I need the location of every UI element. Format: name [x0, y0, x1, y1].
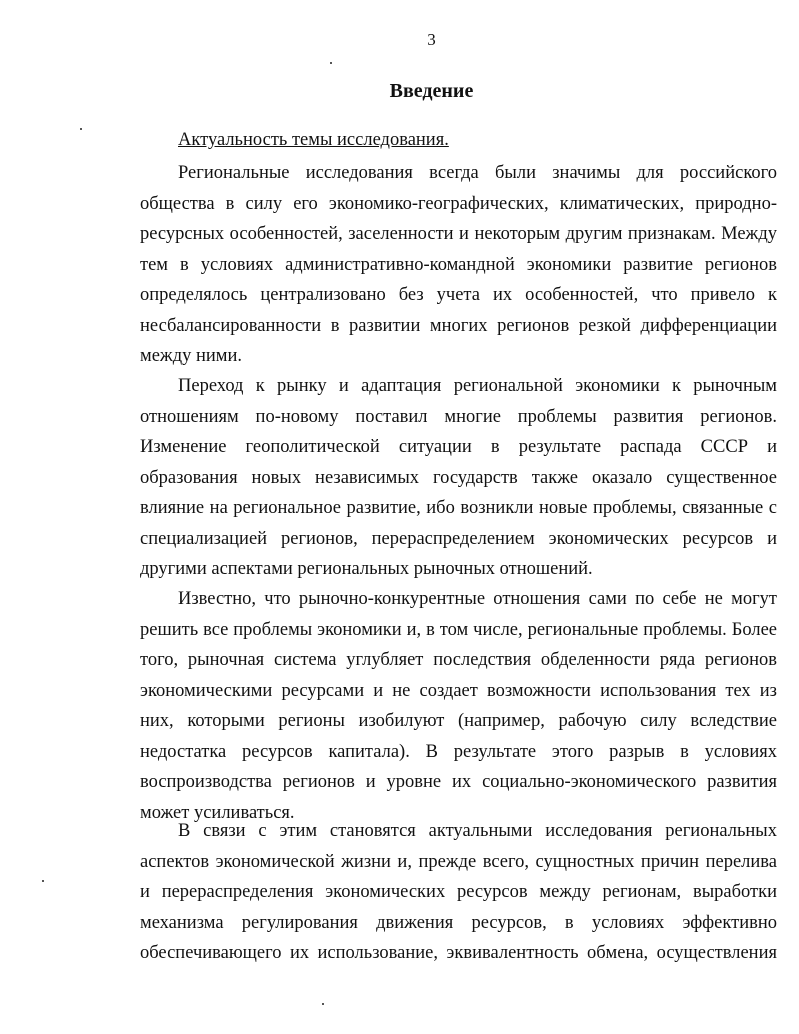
text-line: экономическими ресурсами и не создает возможности использования тех из [140, 680, 777, 701]
paragraph [140, 584, 777, 828]
text-line: решить все проблемы экономики и, в том числе, региональные проблемы. Более [140, 619, 777, 640]
text-line: общества в силу его экономико-географических, климатических, природно- [140, 193, 777, 214]
text-line: и перераспределения экономических ресурсов между регионам, выработки [140, 882, 777, 902]
scan-speck [42, 880, 44, 882]
page-title: Введение [389, 80, 474, 102]
text-line: недостатка ресурсов капитала). В результате этого разрыв в условиях [140, 741, 777, 762]
text-line: несбалансированности в развитии многих регионов резкой дифференциации [140, 315, 777, 336]
page-number: 3 [427, 30, 436, 49]
text-line: тем в условиях административно-командной экономики развитие регионов [140, 254, 777, 275]
scan-speck [330, 62, 332, 64]
scan-speck [80, 128, 82, 130]
paragraph [140, 158, 777, 372]
text-line: Известно, что рыночно-конкурентные отношения сами по себе не могут [178, 589, 777, 609]
text-line: влияние на региональное развитие, ибо возникли новые проблемы, связанные с [140, 498, 777, 518]
section-heading: Актуальность темы исследования. [178, 130, 449, 150]
text-line: определялось централизовано без учета их особенностей, что привело к [140, 285, 777, 305]
text-line: отношениям по-новому поставил многие проблемы развития регионов. [140, 406, 777, 427]
text-line: может усиливаться. [140, 802, 295, 823]
text-line: Изменение геополитической ситуации в результате распада СССР и [140, 437, 777, 457]
text-line: В связи с этим становятся актуальными исследования региональных [178, 821, 777, 841]
text-line: аспектов экономической жизни и, прежде всего, сущностных причин перелива [140, 851, 777, 872]
scan-speck [322, 1003, 324, 1005]
text-line: образования новых независимых государств также оказало существенное [140, 467, 777, 488]
text-line: Региональные исследования всегда были значимы для российского [178, 163, 777, 183]
text-line: другими аспектами региональных рыночных отношений. [140, 559, 593, 579]
text-line: специализацией регионов, перераспределением экономических ресурсов и [140, 528, 777, 549]
text-line: механизма регулирования движения ресурсов, в условиях эффективно [140, 912, 777, 933]
text-line: между ними. [140, 346, 243, 366]
paragraph [140, 816, 777, 969]
text-line: обеспечивающего их использование, эквивалентность обмена, осуществления [140, 943, 777, 963]
paragraph [140, 371, 777, 585]
text-line: Переход к рынку и адаптация региональной экономики к рыночным [178, 376, 777, 396]
text-line: них, которыми регионы изобилуют (например, рабочую силу вследствие [140, 711, 777, 731]
text-line: того, рыночная система углубляет последствия обделенности ряда регионов [140, 650, 777, 670]
text-line: воспроизводства регионов и уровне их социально-экономического развития [140, 772, 777, 792]
text-line: ресурсных особенностей, заселенности и некоторым другим признакам. Между [140, 224, 777, 244]
